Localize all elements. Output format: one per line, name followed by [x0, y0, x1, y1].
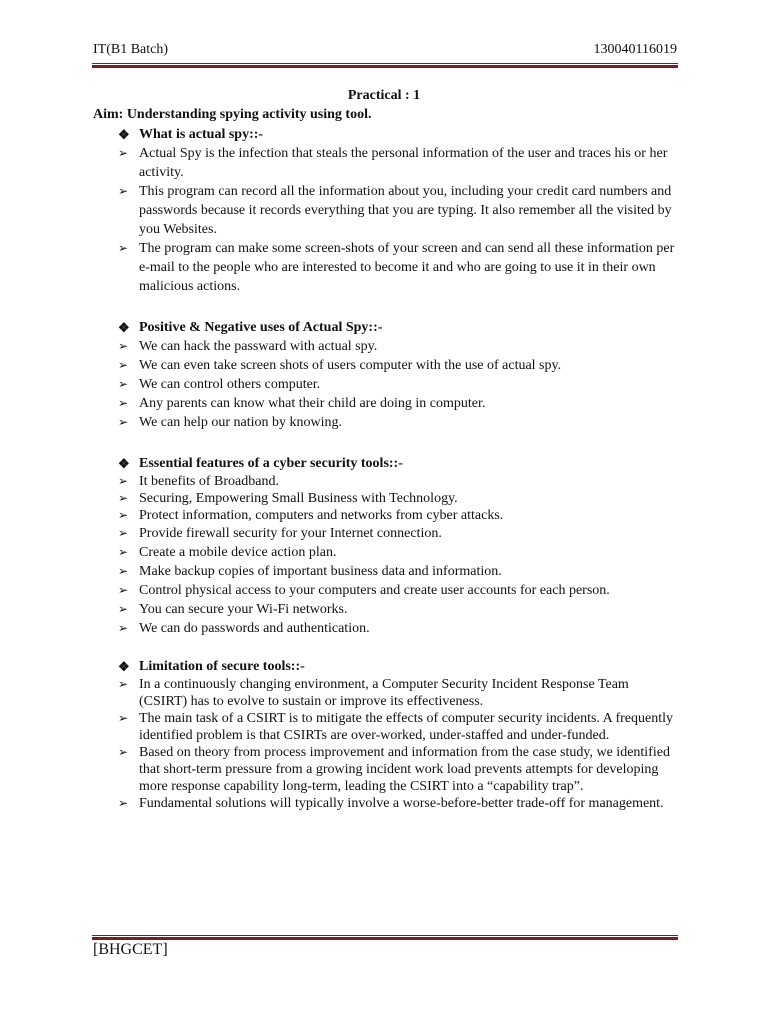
arrow-bullet-icon: ➢	[118, 491, 129, 505]
section-heading: ❖ What is actual spy::-	[118, 127, 264, 142]
list-item: ➢ Securing, Empowering Small Business with Technology.	[118, 491, 458, 506]
header-rule	[92, 63, 678, 68]
section-what-is-actual-spy	[118, 125, 678, 296]
arrow-bullet-icon: ➢	[118, 711, 129, 725]
arrow-bullet-icon: ➢	[118, 526, 129, 540]
page-header	[93, 42, 677, 62]
list-item: ➢ Any parents can know what their child are doing in computer.	[118, 396, 486, 411]
section-heading: ❖ Essential features of a cyber security tools::-	[118, 456, 403, 471]
diamond-bullet-icon: ❖	[118, 127, 130, 142]
diamond-bullet-icon: ❖	[118, 456, 130, 471]
list-item: ➢ Protect information, computers and networks from cyber attacks.	[118, 508, 504, 523]
arrow-bullet-icon: ➢	[118, 621, 129, 635]
arrow-bullet-icon: ➢	[118, 339, 129, 353]
section-positive-negative-uses	[118, 318, 678, 432]
arrow-bullet-icon: ➢	[118, 358, 129, 372]
arrow-bullet-icon: ➢	[118, 677, 129, 691]
list-item: ➢ We can do passwords and authentication.	[118, 621, 370, 636]
arrow-bullet-icon: ➢	[118, 396, 129, 410]
arrow-bullet-icon: ➢	[118, 602, 129, 616]
diamond-bullet-icon: ❖	[118, 659, 130, 674]
arrow-bullet-icon: ➢	[118, 474, 129, 488]
aim-line: Aim: Understanding spying activity using tool.	[93, 107, 372, 122]
section-limitation-of-secure-tools	[118, 657, 678, 812]
arrow-bullet-icon: ➢	[118, 377, 129, 391]
footer-rule	[92, 935, 678, 940]
diamond-bullet-icon: ❖	[118, 320, 130, 335]
list-item: ➢ We can control others computer.	[118, 377, 321, 392]
arrow-bullet-icon: ➢	[118, 745, 129, 759]
page-title: Practical : 1	[347, 88, 421, 103]
list-item: ➢ Make backup copies of important business data and information.	[118, 564, 502, 579]
header-batch: IT(B1 Batch)	[93, 42, 169, 57]
arrow-bullet-icon: ➢	[118, 184, 129, 198]
section-essential-features	[118, 454, 678, 638]
list-item: ➢ We can even take screen shots of users computer with the use of actual spy.	[118, 358, 562, 373]
list-item: ➢ This program can record all the information about you, including your credit card numbers and passwords because it records everything that you are typing. It also remember all the visited by you Websites.	[118, 184, 672, 237]
arrow-bullet-icon: ➢	[118, 241, 129, 255]
list-item: ➢ The program can make some screen-shots of your screen and can send all these information per e-mail to the people who are interested to become it and who are going to use it in their own malicious actions.	[118, 241, 675, 294]
list-item: ➢ It benefits of Broadband.	[118, 474, 279, 489]
arrow-bullet-icon: ➢	[118, 508, 129, 522]
list-item: ➢ You can secure your Wi-Fi networks.	[118, 602, 348, 617]
list-item: ➢ We can help our nation by knowing.	[118, 415, 342, 430]
list-item: ➢ Based on theory from process improvement and information from the case study, we identified that short-term pressure from a growing incident work load prevents attempts for developing more response capability long-term, leading the CSIRT into a “capability trap”.	[118, 745, 670, 794]
section-heading: ❖ Limitation of secure tools::-	[118, 659, 305, 674]
list-item: ➢ Create a mobile device action plan.	[118, 545, 337, 560]
page-footer: [BHGCET]	[93, 941, 168, 958]
list-item: ➢ Control physical access to your computers and create user accounts for each person.	[118, 583, 610, 598]
list-item: ➢ Fundamental solutions will typically involve a worse-before-better trade-off for management.	[118, 796, 664, 811]
list-item: ➢ The main task of a CSIRT is to mitigate the effects of computer security incidents. A frequently identified problem is that CSIRTs are over-worked, under-staffed and under-funded.	[118, 711, 674, 743]
list-item: ➢ Provide firewall security for your Internet connection.	[118, 526, 442, 541]
arrow-bullet-icon: ➢	[118, 545, 129, 559]
arrow-bullet-icon: ➢	[118, 146, 129, 160]
header-enrollment-number: 130040116019	[593, 42, 677, 57]
arrow-bullet-icon: ➢	[118, 564, 129, 578]
arrow-bullet-icon: ➢	[118, 583, 129, 597]
section-heading: ❖ Positive & Negative uses of Actual Spy::-	[118, 320, 383, 335]
arrow-bullet-icon: ➢	[118, 796, 129, 810]
list-item: ➢ Actual Spy is the infection that steals the personal information of the user and traces his or her activity.	[118, 146, 668, 180]
arrow-bullet-icon: ➢	[118, 415, 129, 429]
list-item: ➢ We can hack the passward with actual spy.	[118, 339, 378, 354]
list-item: ➢ In a continuously changing environment, a Computer Security Incident Response Team (CSIRT) has to evolve to sustain or improve its effectiveness.	[118, 677, 629, 709]
